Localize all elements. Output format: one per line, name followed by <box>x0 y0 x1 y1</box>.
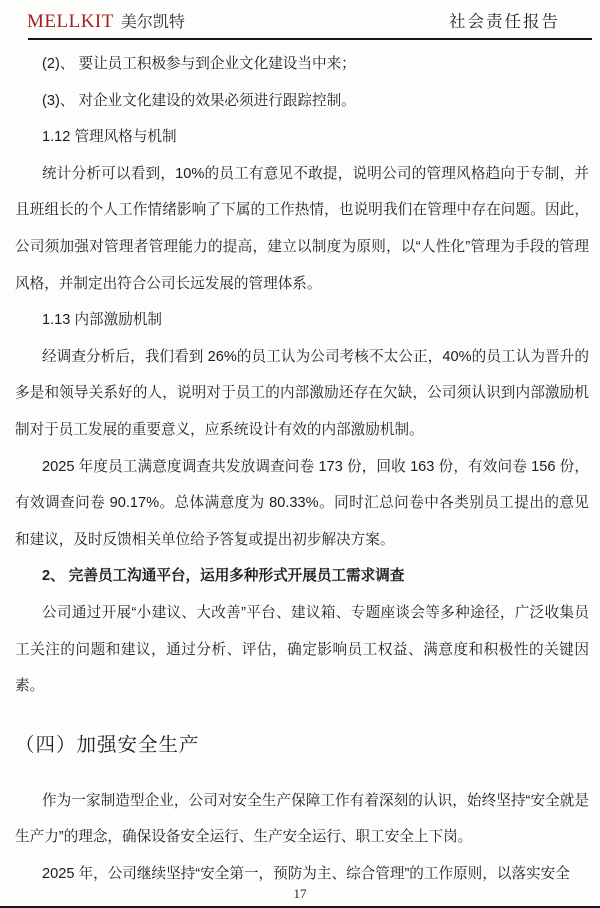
page-header <box>27 8 560 33</box>
list-item: (3)、 对企业文化建设的效果必须进行跟踪控制。 <box>42 92 356 109</box>
brand-cjk-name: 美尔凯特 <box>120 14 185 31</box>
brand-latin-name: MELLKIT <box>27 11 114 32</box>
section-heading: （四）加强安全生产 <box>15 733 200 756</box>
document-body <box>15 46 589 892</box>
list-item: (2)、 要让员工积极参与到企业文化建设当中来； <box>42 56 356 72</box>
subsection-heading: 1.13 内部激励机制 <box>42 312 163 329</box>
bold-heading: 2、 完善员工沟通平台，运用多种形式开展员工需求调查 <box>42 568 405 585</box>
paragraph: 经调查分析后，我们看到 26%的员工认为公司考核不太公正，40%的员工认为晋升的多是和领导关系好的人，说明对于员工的内部激励还存在欠缺，公司须认识到内部激励机制对于员工发展的重要意义，应系统设计有效的内部激励机制。 <box>15 348 589 438</box>
paragraph: 2025 年，公司继续坚持“安全第一，预防为主、综合管理”的工作原则，以落实安全 <box>42 865 570 882</box>
brand-logo <box>27 9 185 33</box>
subsection-heading: 1.12 管理风格与机制 <box>42 129 177 146</box>
paragraph: 统计分析可以看到，10%的员工有意见不敢提，说明公司的管理风格趋向于专制，并且班组长的个人工作情绪影响了下属的工作热情，也说明我们在管理中存在问题。因此，公司须加强对管理者管理能力的提高，建立以制度为原则，以“人性化”管理为手段的管理风格，并制定出符合公司长远发展的管理体系。 <box>15 165 589 292</box>
header-rule <box>28 38 592 40</box>
paragraph: 2025 年度员工满意度调查共发放调查问卷 173 份，回收 163 份，有效问卷 156 份，有效调查问卷 90.17%。总体满意度为 80.33%。同时汇总问卷中各类别员工提出的意见和建议，及时反馈相关单位给予答复或提出初步解决方案。 <box>15 458 589 548</box>
page-number: 17 <box>293 886 307 901</box>
paragraph: 作为一家制造型企业，公司对安全生产保障工作有着深刻的认识，始终坚持“安全就是生产力”的理念，确保设备安全运行、生产安全运行、职工安全上下岗。 <box>15 792 589 846</box>
document-title: 社会责任报告 <box>449 12 560 31</box>
paragraph: 公司通过开展“小建议、大改善”平台、建议箱、专题座谈会等多种途径，广泛收集员工关注的问题和建议，通过分析、评估，确定影响员工权益、满意度和积极性的关键因素。 <box>15 604 589 695</box>
